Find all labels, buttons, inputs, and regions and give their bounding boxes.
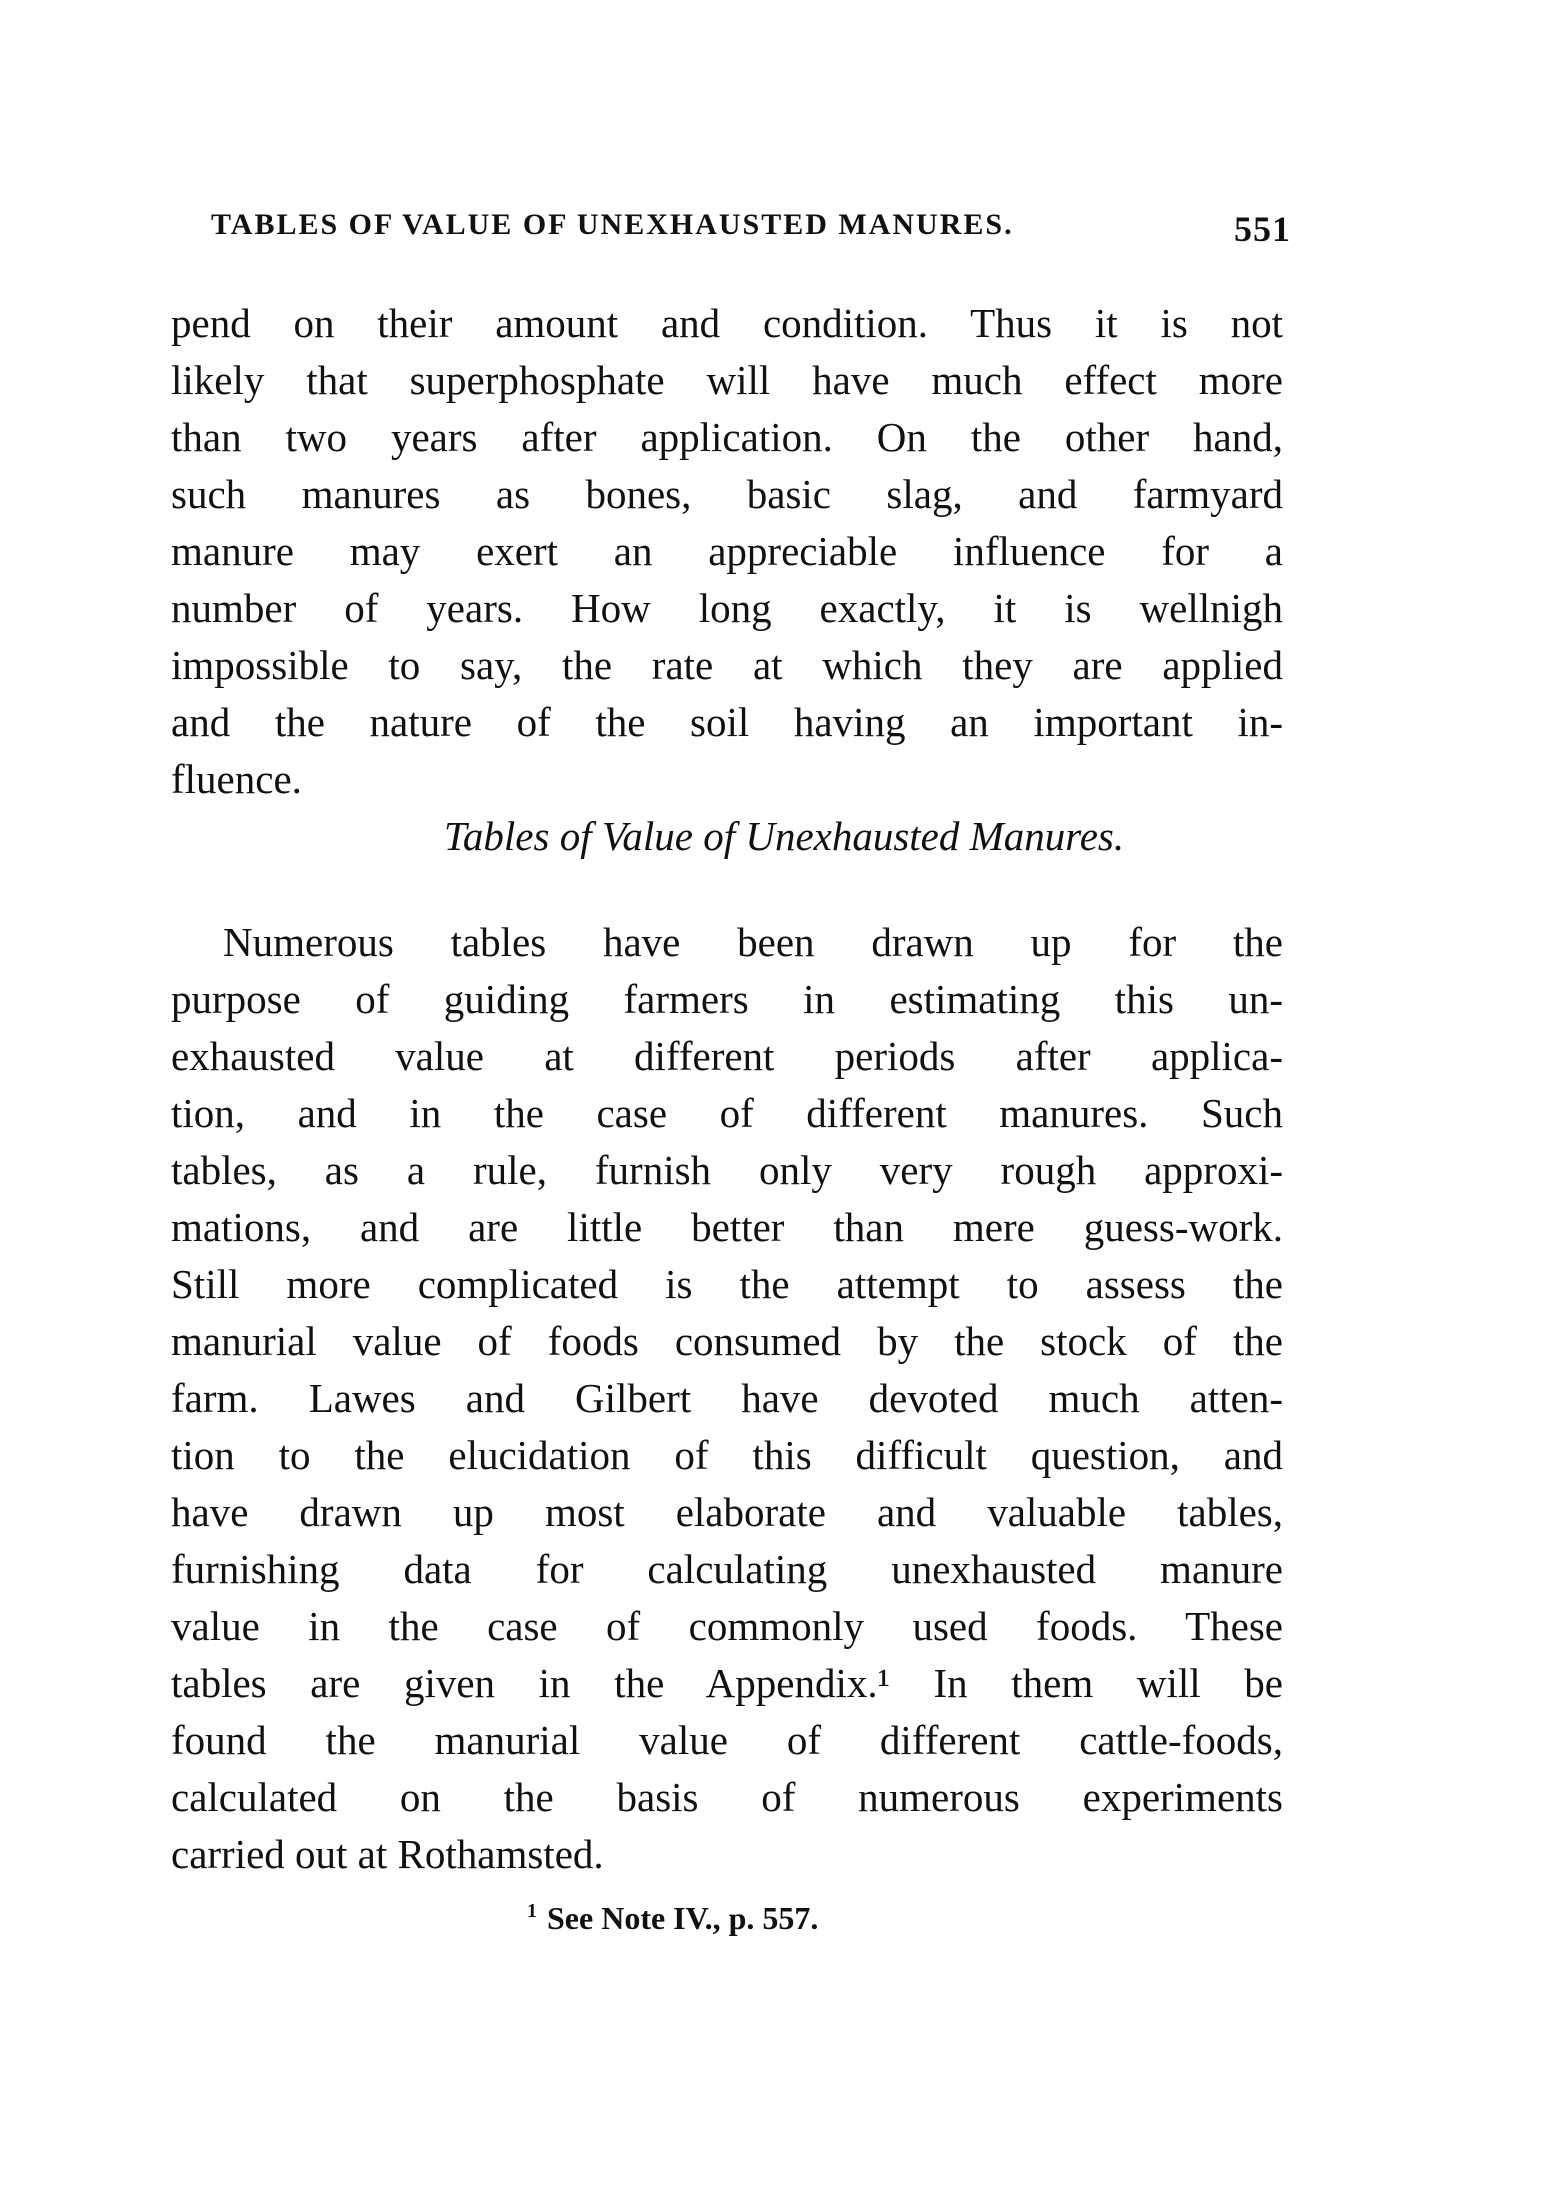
text-line: mations, and are little better than mere guess-work. [171,1204,1283,1250]
text-line: have drawn up most elaborate and valuable tables, [171,1489,1283,1535]
text-line: and the nature of the soil having an important in- [171,699,1283,745]
text-line: tables are given in the Appendix.¹ In them will be [171,1660,1283,1706]
text-line: than two years after application. On the other hand, [171,414,1283,460]
text-line: purpose of guiding farmers in estimating this un- [171,976,1283,1022]
text-line: exhausted value at different periods after applica- [171,1033,1283,1079]
section-heading: Tables of Value of Unexhausted Manures. [443,813,1125,859]
text-line: Numerous tables have been drawn up for the [223,919,1283,965]
footnote-marker: 1 [527,1900,537,1923]
text-line: calculated on the basis of numerous experiments [171,1774,1283,1820]
text-line: furnishing data for calculating unexhausted manure [171,1546,1283,1592]
footnote [527,1900,818,1937]
text-line: tion, and in the case of different manures. Such [171,1090,1283,1136]
text-line: carried out at Rothamsted. [171,1831,604,1877]
text-line: value in the case of commonly used foods. These [171,1603,1283,1649]
text-line: Still more complicated is the attempt to assess the [171,1261,1283,1307]
text-line: such manures as bones, basic slag, and farmyard [171,471,1283,517]
text-line: manure may exert an appreciable influence for a [171,528,1283,574]
text-line: fluence. [171,756,302,802]
text-line: likely that superphosphate will have much effect more [171,357,1283,403]
text-line: tion to the elucidation of this difficult question, and [171,1432,1283,1478]
text-line: manurial value of foods consumed by the stock of the [171,1318,1283,1364]
text-line: tables, as a rule, furnish only very rough approxi- [171,1147,1283,1193]
text-line: pend on their amount and condition. Thus it is not [171,300,1283,346]
text-line: number of years. How long exactly, it is wellnigh [171,585,1283,631]
page-number: 551 [1234,209,1291,249]
text-line: farm. Lawes and Gilbert have devoted much atten- [171,1375,1283,1421]
footnote-text: See Note IV., p. 557. [547,1900,819,1936]
text-line: found the manurial value of different cattle-foods, [171,1717,1283,1763]
running-header [211,208,1291,250]
text-line: impossible to say, the rate at which they are applied [171,642,1283,688]
running-title: TABLES OF VALUE OF UNEXHAUSTED MANURES. [211,208,1014,241]
